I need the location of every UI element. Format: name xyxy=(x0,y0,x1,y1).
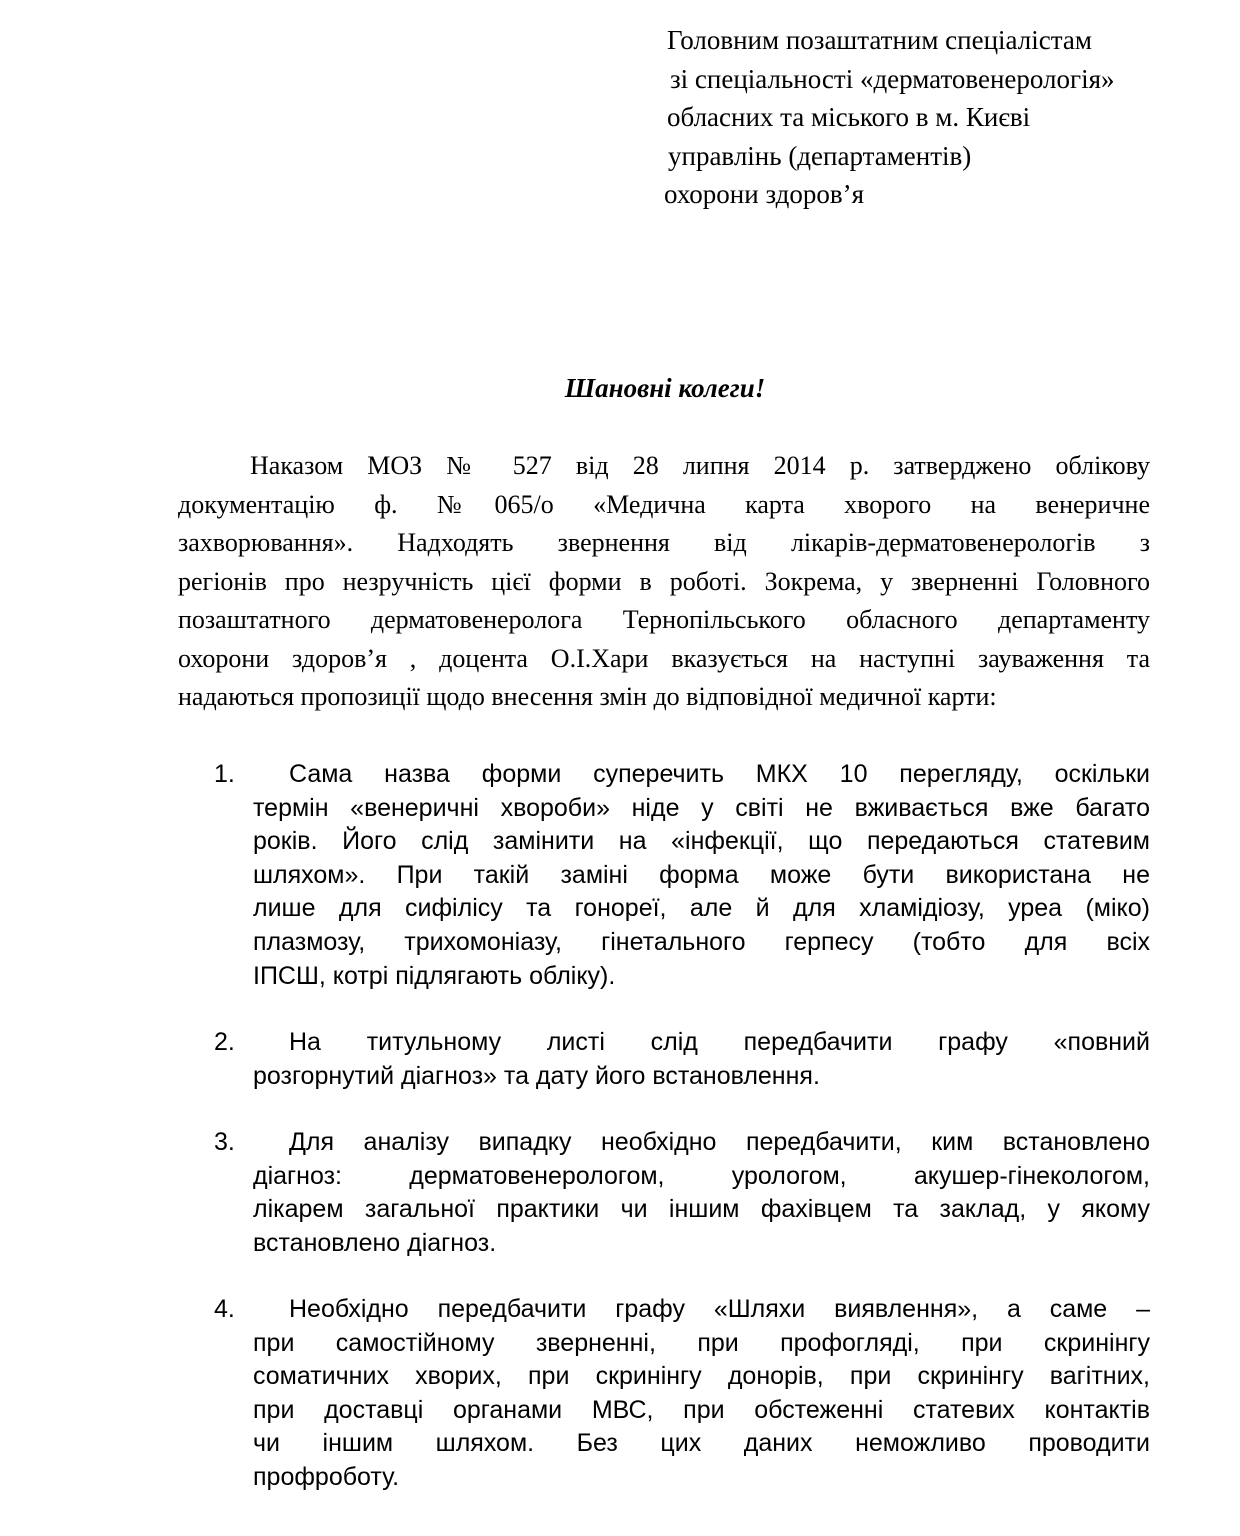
list-item-line: плазмозу, трихомоніазу, гінетального герпесу (тобто для всіх xyxy=(253,927,1150,956)
list-item-line: розгорнутий діагноз» та дату його встановлення. xyxy=(253,1061,820,1090)
intro-line: Наказом МОЗ № 527 від 28 липня 2014 р. затверджено облікову xyxy=(250,451,1150,480)
list-item-line: Сама назва форми суперечить МКХ 10 перегляду, оскільки xyxy=(289,760,1150,788)
addressee-line: обласних та міського в м. Києві xyxy=(667,102,1031,132)
intro-line: надаються пропозиції щодо внесення змін до відповідної медичної карти: xyxy=(178,682,997,711)
list-item-line: ІПСШ, котрі підлягають обліку). xyxy=(253,961,616,990)
list-item-number: 4. xyxy=(214,1295,235,1323)
intro-line: охорони здоров’я , доцента О.І.Хари вказується на наступні зауваження та xyxy=(178,643,1150,673)
list-item-line: при самостійному зверненні, при профогляді, при скринінгу xyxy=(253,1328,1150,1357)
addressee-line: зі спеціальності «дерматовенерологія» xyxy=(670,64,1115,94)
addressee-line: Головним позаштатним спеціалістам xyxy=(667,25,1092,55)
list-item-line: років. Його слід замінити на «інфекції, що передаються статевим xyxy=(253,827,1150,856)
list-item-line: лікарем загальної практики чи іншим фахівцем та заклад, у якому xyxy=(253,1195,1150,1224)
list-item-number: 2. xyxy=(214,1028,235,1056)
list-item-line: діагноз: дерматовенерологом, урологом, акушер-гінекологом, xyxy=(253,1161,1150,1190)
list-item-line: Для аналізу випадку необхідно передбачити, ким встановлено xyxy=(289,1128,1150,1156)
list-item-body xyxy=(253,758,1150,993)
addressee-line: охорони здоров’я xyxy=(664,179,865,209)
list-item-body xyxy=(253,1126,1150,1260)
intro-line: регіонів про незручність цієї форми в роботі. Зокрема, у зверненні Головного xyxy=(178,566,1150,596)
list-item-line: На титульному листі слід передбачити графу «повний xyxy=(289,1028,1150,1056)
list-item-line: при доставці органами МВС, при обстеженні статевих контактів xyxy=(253,1395,1150,1424)
list-item-line: профроботу. xyxy=(253,1462,400,1491)
addressee-line: управлінь (департаментів) xyxy=(668,141,972,171)
intro-line: документацію ф. №065/о «Медична карта хворого на венеричне xyxy=(178,489,1150,519)
list-item-line: термін «венеричні хвороби» ніде у світі не вживається вже багато xyxy=(253,793,1150,822)
list-item-number: 1. xyxy=(214,760,235,788)
list-item-body xyxy=(253,1293,1150,1495)
list-item-line: чи іншим шляхом. Без цих даних неможливо проводити xyxy=(253,1429,1150,1458)
list-item-line: шляхом». При такій заміні форма може бути використана не xyxy=(253,860,1150,889)
list-item-body xyxy=(253,1026,1150,1093)
salutation-heading: Шановні колеги! xyxy=(564,373,766,403)
list-item-line: встановлено діагноз. xyxy=(253,1228,497,1257)
intro-line: позаштатного дерматовенеролога Тернопільського обласного департаменту xyxy=(178,605,1150,634)
intro-line: захворювання». Надходять звернення від лікарів-дерматовенерологів з xyxy=(178,528,1150,557)
list-item-line: Необхідно передбачити графу «Шляхи виявлення», а саме – xyxy=(289,1295,1150,1323)
list-item-line: соматичних хворих, при скринінгу донорів, при скринінгу вагітних, xyxy=(253,1362,1150,1391)
list-item-number: 3. xyxy=(214,1128,235,1156)
list-item-line: лише для сифілісу та гонореї, але й для хламідіозу, уреа (міко) xyxy=(253,894,1150,923)
intro-paragraph xyxy=(178,450,1150,720)
